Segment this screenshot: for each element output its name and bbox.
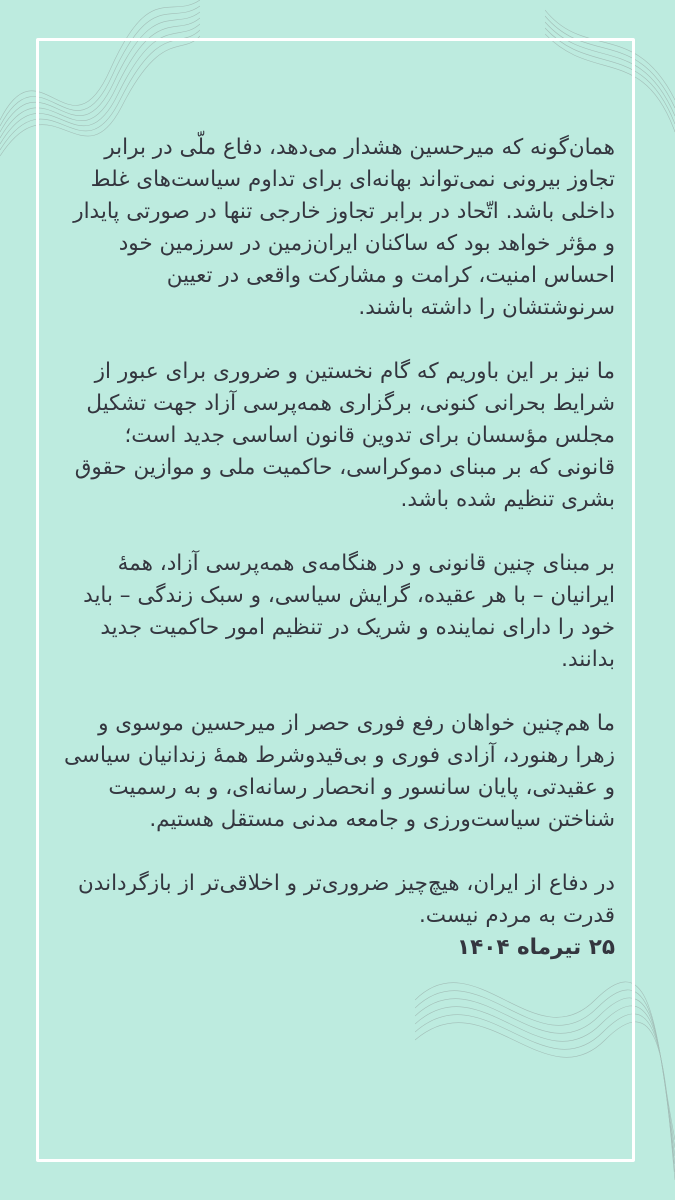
paragraph-5: در دفاع از ایران، هیچ‌چیز ضروری‌تر و اخلاقی‌تر از بازگرداندن قدرت به مردم نیست. bbox=[78, 871, 615, 928]
statement-body bbox=[60, 132, 615, 964]
date-line: ۲۵ تیرماه ۱۴۰۴ bbox=[456, 935, 615, 960]
paragraph-4: ما هم‌چنین خواهان رفع فوری حصر از میرحسین موسوی و زهرا رهنورد، آزادی فوری و بی‌قیدوشرط همهٔ زندانیان سیاسی و عقیدتی، پایان سانسور و انحصار رسانه‌ای، و به رسمیت شناختن سیاست‌ورزی و جامعه مدنی مستقل هستیم. bbox=[64, 711, 615, 832]
paragraph-1: همان‌گونه که میرحسین هشدار می‌دهد، دفاع ملّی در برابر تجاوز بیرونی نمی‌تواند بهانه‌ای برای تداوم سیاست‌های غلط داخلی باشد. اتّحاد در برابر تجاوز خارجی تنها در صورتی پایدار و مؤثر خواهد بود که ساکنان ایران‌زمین در سرزمین خود احساس امنیت، کرامت و مشارکت واقعی در تعیین سرنوشتشان را داشته باشند. bbox=[73, 135, 615, 320]
paragraph-2: ما نیز بر این باوریم که گام نخستین و ضروری برای عبور از شرایط بحرانی کنونی، برگزاری همه‌پرسی آزاد جهت تشکیل مجلس مؤسسان برای تدوین قانون اساسی جدید است؛ قانونی که بر مبنای دموکراسی، حاکمیت ملی و موازین حقوق بشری تنظیم شده باشد. bbox=[74, 359, 615, 512]
paragraph-3: بر مبنای چنین قانونی و در هنگامه‌ی همه‌پرسی آزاد، همهٔ ایرانیان – با هر عقیده، گرایش سیاسی، و سبک زندگی – باید خود را دارای نماینده و شریک در تنظیم امور حاکمیت جدید بدانند. bbox=[83, 551, 615, 672]
